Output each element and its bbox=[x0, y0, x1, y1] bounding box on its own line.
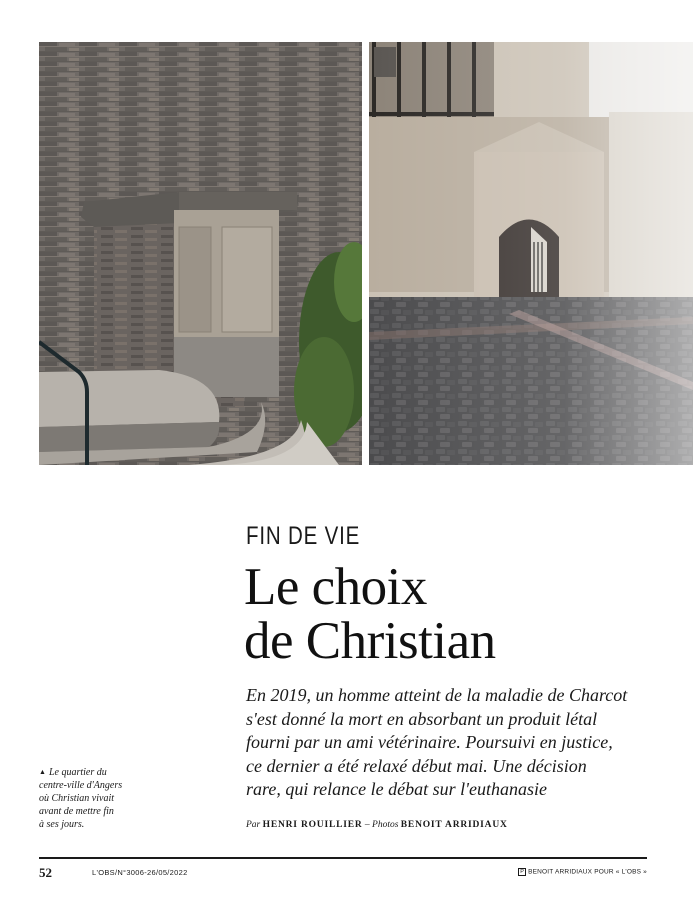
caption-line: où Christian vivait bbox=[39, 793, 114, 804]
photo-credit-text: BENOIT ARRIDIAUX POUR « L'OBS » bbox=[528, 868, 647, 876]
caption-line: à ses jours. bbox=[39, 819, 85, 830]
photo-courtyard-archway bbox=[369, 42, 693, 465]
caption-line: centre-ville d'Angers bbox=[39, 780, 123, 791]
standfirst-line: ce dernier a été relaxé début mai. Une décision bbox=[246, 755, 587, 776]
standfirst-line: s'est donné la mort en absorbant un produit létal bbox=[246, 708, 598, 729]
byline-separator: – bbox=[362, 820, 373, 830]
byline-photographer: BENOIT ARRIDIAUX bbox=[400, 820, 508, 830]
article-headline bbox=[244, 560, 496, 668]
byline bbox=[246, 820, 508, 830]
standfirst-line: fourni par un ami vétérinaire. Poursuivi en justice, bbox=[246, 732, 613, 752]
headline-line: Le choix bbox=[244, 558, 427, 616]
caption-arrow-icon: ▲ bbox=[39, 768, 46, 776]
standfirst-line: En 2019, un homme atteint de la maladie de Charcot bbox=[246, 685, 628, 705]
footer-rule bbox=[39, 857, 647, 859]
byline-by-label: Par bbox=[246, 820, 261, 830]
section-kicker: FIN DE VIE bbox=[246, 522, 361, 550]
photo-steps-pedestal bbox=[39, 42, 362, 465]
credit-box-icon: P bbox=[520, 869, 525, 875]
caption-line: avant de mettre fin bbox=[39, 806, 114, 817]
photo-credit bbox=[518, 868, 647, 876]
issue-info: L'OBS/N°3006-26/05/2022 bbox=[92, 868, 188, 877]
photo-caption bbox=[39, 766, 149, 831]
page-number: 52 bbox=[39, 865, 52, 880]
caption-line: Le quartier du bbox=[48, 767, 107, 778]
standfirst-line: rare, qui relance le débat sur l'euthanasie bbox=[246, 779, 547, 799]
photo-left bbox=[39, 42, 362, 465]
byline-photos-label: Photos bbox=[372, 820, 399, 830]
headline-line: de Christian bbox=[244, 612, 496, 670]
byline-author: HENRI ROUILLIER bbox=[262, 820, 363, 830]
photo-right bbox=[369, 42, 693, 465]
article-standfirst bbox=[246, 684, 666, 802]
